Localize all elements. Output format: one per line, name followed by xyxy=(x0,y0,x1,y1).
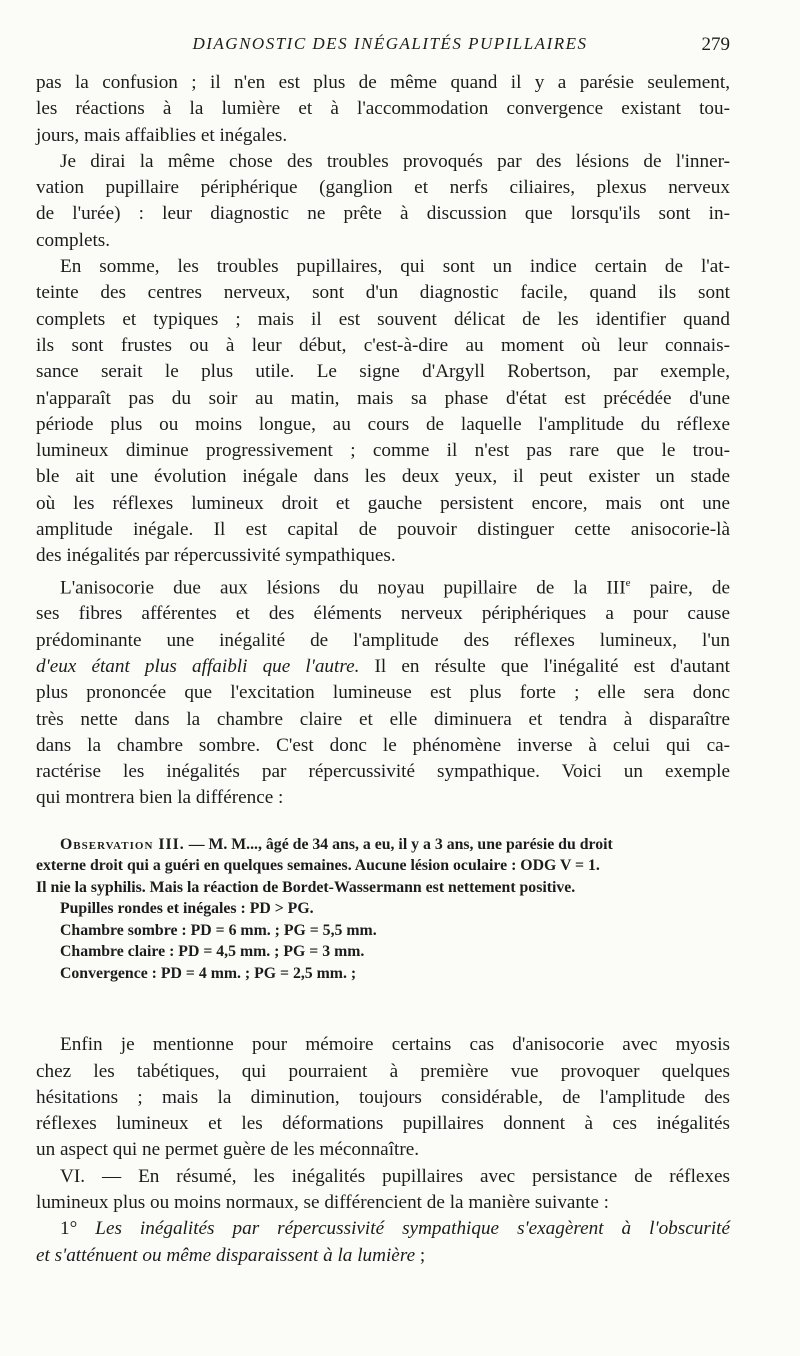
paragraph-5: Enfin je mentionne pour mémoire certains cas d'anisocorie avec myosis chez les tabétiques, qui pourraient à première vue provoquer quelques hésitations ; mais la diminution, toujours considérable, de l'amplitude des réflexes lumineux et les déformations pupillaires donnent à ces inégalités un aspect qui ne permet guère de les méconnaître. xyxy=(36,1034,730,1161)
observation-label: Observation III. xyxy=(60,835,185,853)
paragraph-2: Je dirai la même chose des troubles provoqués par des lésions de l'inner- vation pupillaire périphérique (ganglion et nerfs ciliaires, plexus nerveux de l'urée) : leur diagnostic ne prête à discussion que lorsqu'ils sont in- complets. xyxy=(36,150,730,251)
paragraph-1: pas la confusion ; il n'en est plus de même quand il y a parésie seulement, les réactions à la lumière et à l'accommodation convergence existant tou- jours, mais affaiblies et inégales. xyxy=(36,72,730,146)
paragraph-3: En somme, les troubles pupillaires, qui sont un indice certain de l'at- teinte des centres nerveux, sont d'un diagnostic facile, quand ils sont complets et typiques ; mais il est souvent délicat de les identifier quand ils sont frustes ou à leur début, c'est-à-dire au moment où leur connais- sance serait le plus utile. Le signe d'Argyll Robertson, par exemple, n'apparaît pas du soir au matin, mais sa phase d'état est précédée d'une période plus ou moins longue, au cours de laquelle l'amplitude du réflexe lumineux diminue progressivement ; comme il n'est pas rare que le trou- ble ait une évolution inégale dans les deux yeux, il peut exister un stade où les réflexes lumineux droit et gauche persistent encore, mais ont une amplitude inégale. Il est capital de pouvoir distinguer cette anisocorie-là des inégalités par répercussivité sympathiques. xyxy=(36,256,730,567)
paragraph-4: L'anisocorie due aux lésions du noyau pupillaire de la IIIe paire, de ses fibres afférentes et des éléments nerveux périphériques a pour cause prédominante une inégalité de l'amplitude des réflexes lumineux, l'un d'eux étant plus affaibli que l'autre. Il en résulte que l'inégalité est d'autant plus prononcée que l'excitation lumineuse est plus forte ; elle sera donc très nette dans la chambre claire et elle diminuera et tendra à disparaître dans la chambre sombre. C'est donc le phénomène inverse à celui qui ca- ractérise les inégalités par répercussivité sympathique. Voici un exemple qui montrera bien la différence : xyxy=(36,576,730,809)
running-head: DIAGNOSTIC DES INÉGALITÉS PUPILLAIRES xyxy=(192,34,588,53)
paragraph-7: 1° Les inégalités par répercussivité sympathique s'exagèrent à l'obscurité et s'atténuent ou même disparaissent à la lumière ; xyxy=(36,1218,730,1266)
observation-block: Observation III. — M. M..., âgé de 34 ans, a eu, il y a 3 ans, une parésie du droit externe droit qui a guéri en quelques semaines. Aucune lésion oculaire : ODG V = 1. Il nie la syphilis. Mais la réaction de Bordet-Wassermann est nettement positive. Pupilles rondes et inégales : PD > PG. Chambre sombre : PD = 6 mm. ; PG = 5,5 mm. Chambre claire : PD = 4,5 mm. ; PG = 3 mm. Convergence : PD = 4 mm. ; PG = 2,5 mm. ; xyxy=(36,835,613,982)
page-body xyxy=(36,70,730,1269)
page-number: 279 xyxy=(701,34,730,55)
paragraph-6: VI. — En résumé, les inégalités pupillaires avec persistance de réflexes lumineux plus ou moins normaux, se différencient de la manière suivante : xyxy=(36,1165,730,1213)
